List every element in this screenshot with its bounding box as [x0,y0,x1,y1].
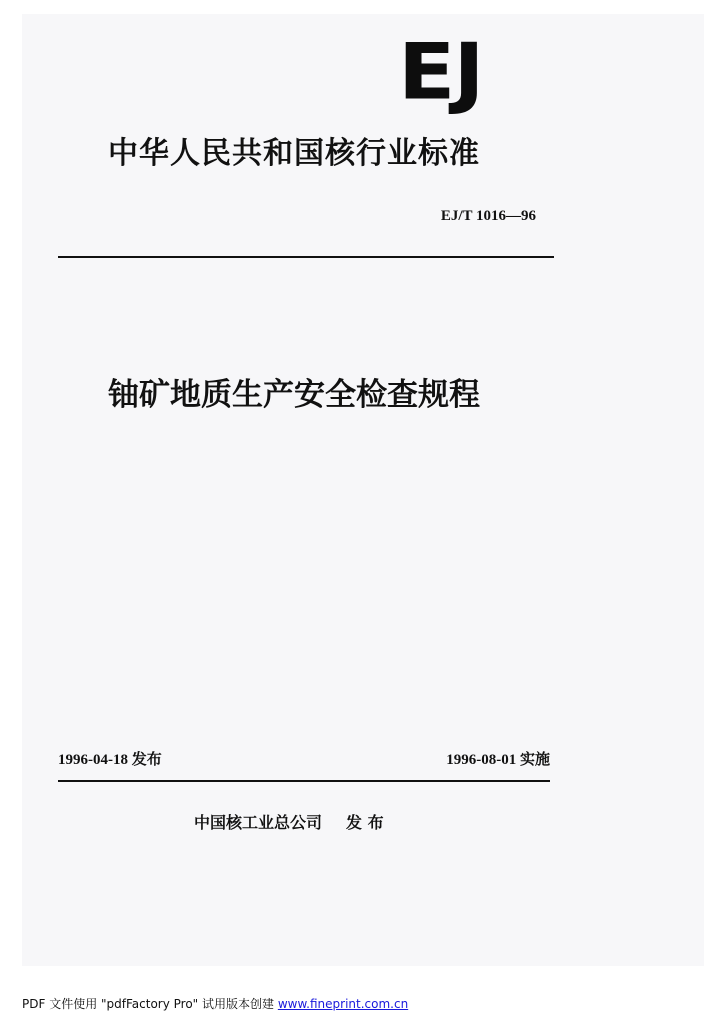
implement-date: 1996-08-01 实施 [446,752,550,768]
publisher-line [194,812,384,834]
ej-logo: EJ [398,26,483,117]
publisher-name: 中国核工业总公司 [194,813,323,832]
pdf-footer [22,996,408,1012]
standard-code: EJ/T 1016—96 [440,208,536,224]
footer-link[interactable]: www.fineprint.com.cn [277,997,409,1011]
document-title: 铀矿地质生产安全检查规程 [108,377,480,413]
bottom-divider [58,780,550,782]
top-divider [58,256,554,258]
publish-date: 1996-04-18 发布 [58,752,162,768]
publish-label: 发 布 [346,813,384,832]
footer-text: PDF 文件使用 "pdfFactory Pro" 试用版本创建 [22,997,278,1011]
organization-title: 中华人民共和国核行业标准 [108,136,480,171]
